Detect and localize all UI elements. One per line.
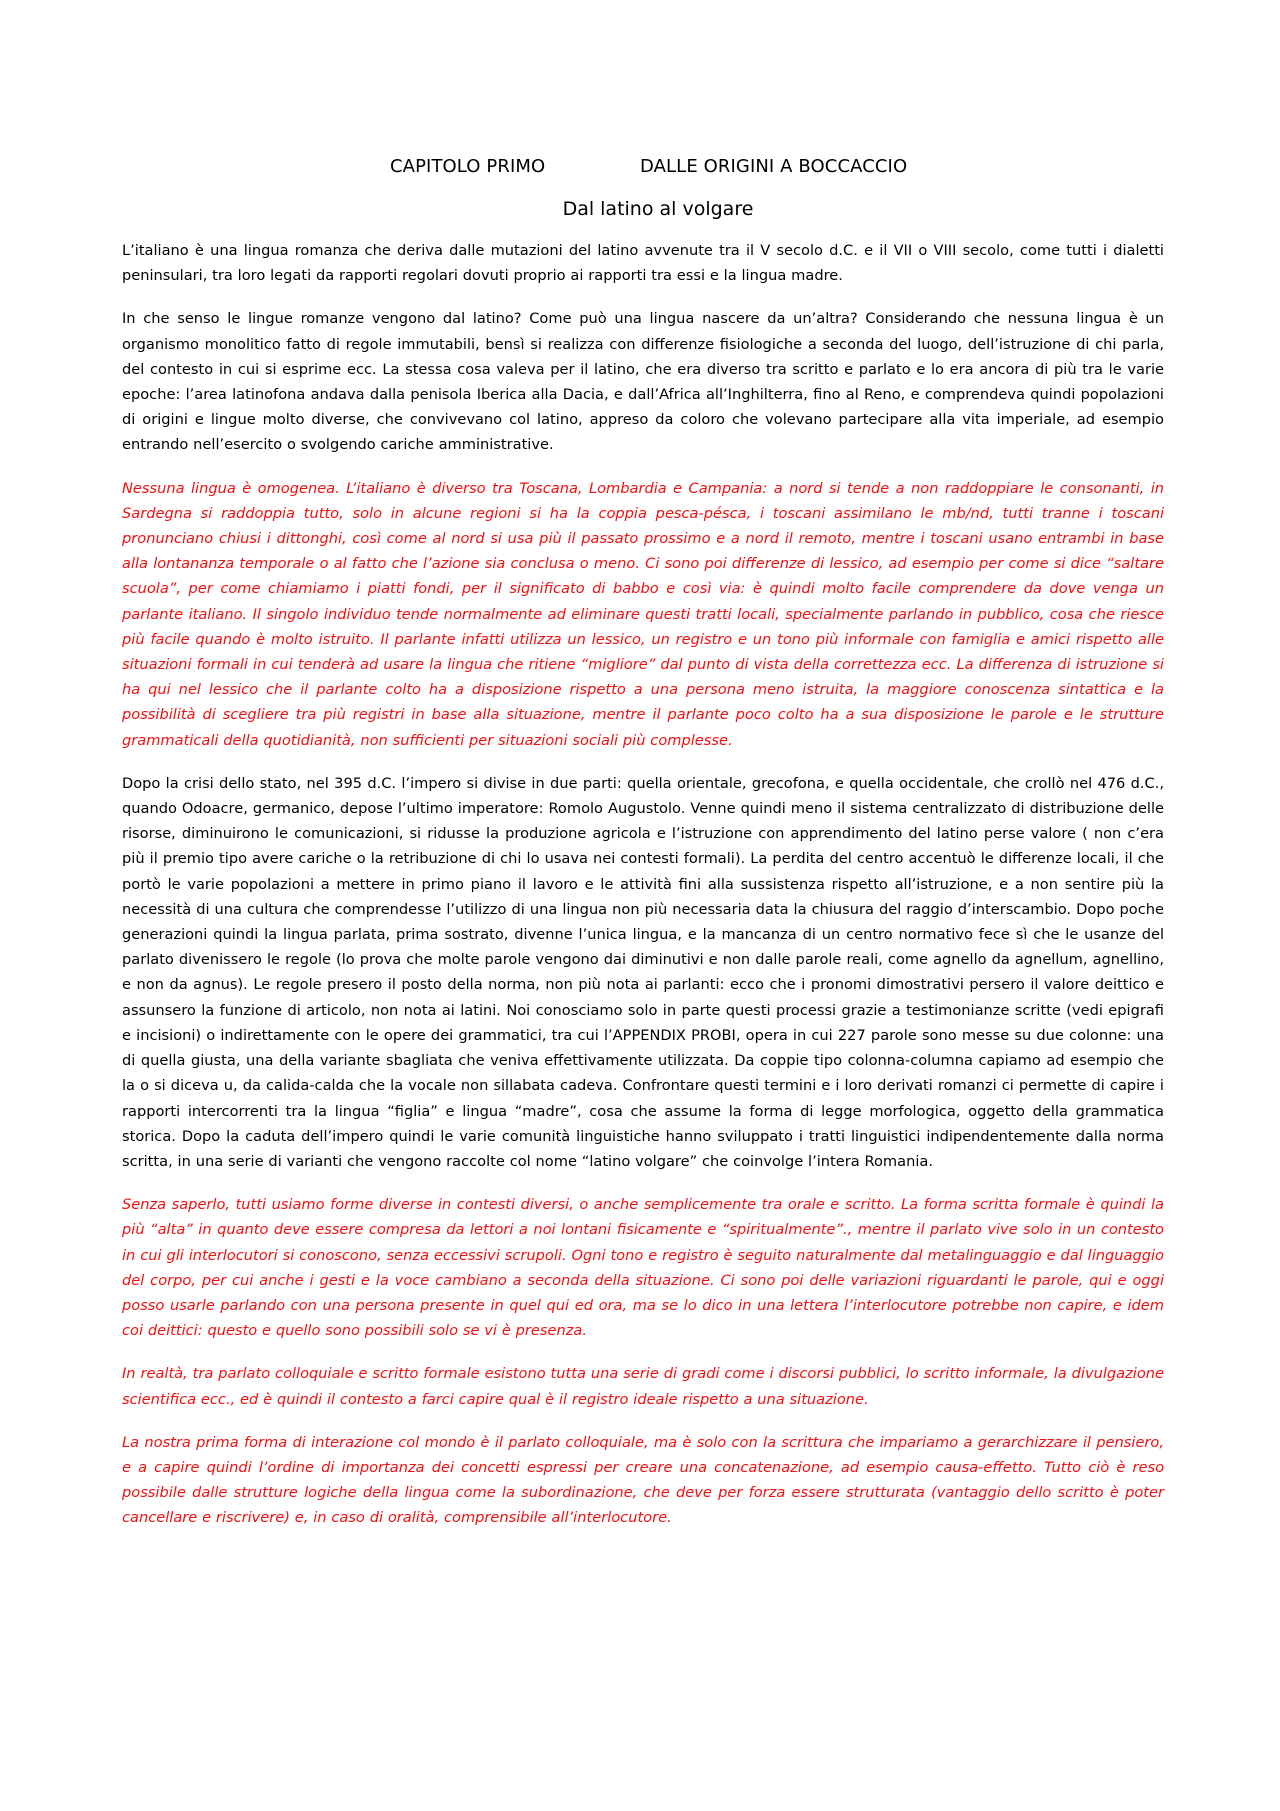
section-title: Dal latino al volgare — [562, 198, 754, 220]
chapter-label: CAPITOLO PRIMO — [390, 156, 546, 177]
paragraph-5-note: Senza saperlo, tutti usiamo forme diverse in contesti diversi, o anche semplicemente tra orale e scritto. La forma scritta formale è quindi la più “alta” in quanto deve essere compresa da lettori a noi lontani fisicamente e “spiritualmente”., mentre il parlato vive solo in un contesto in cui gli interlocutori si conoscono, senza eccessivi scrupoli. Ogni tono e registro è seguito naturalmente dal metalinguaggio e dal linguaggio del corpo, per cui anche i gesti e la voce cambiano a seconda della situazione. Ci sono poi delle variazioni riguardanti le parole, qui e oggi posso usarle parlando con una persona presente in quel qui ed ora, ma se lo dico in una lettera l’interlocutore potrebbe non capire, e idem coi deittici: questo e quello sono possibili solo se vi è presenza. — [122, 1196, 1164, 1340]
paragraph-6-note: In realtà, tra parlato colloquiale e scritto formale esistono tutta una serie di gradi come i discorsi pubblici, lo scritto informale, la divulgazione scientifica ecc., ed è quindi il contesto a farci capire qual è il registro ideale rispetto a una situazione. — [122, 1365, 1164, 1408]
chapter-heading — [122, 150, 1164, 182]
paragraph-2: In che senso le lingue romanze vengono dal latino? Come può una lingua nascere da un’altra? Considerando che nessuna lingua è un organismo monolitico fatto di regole immutabili, bensì si realizza con differenze fisiologiche a seconda del luogo, dell’istruzione di chi parla, del contesto in cui si esprime ecc. La stessa cosa valeva per il latino, che era diverso tra scritto e parlato e lo era ancora di più tra le varie epoche: l’area latinofona andava dalla penisola Iberica alla Dacia, e dall’Africa all’Inghilterra, fino al Reno, e comprendeva quindi popolazioni di origini e lingue molto diverse, che convivevano col latino, appreso da coloro che volevano partecipare alla vita imperiale, ad esempio entrando nell’esercito o svolgendo cariche amministrative. — [122, 310, 1164, 454]
paragraph-1: L’italiano è una lingua romanza che deriva dalle mutazioni del latino avvenute tra il V secolo d.C. e il VII o VIII secolo, come tutti i dialetti peninsulari, tra loro legati da rapporti regolari dovuti proprio ai rapporti tra essi e la lingua madre. — [122, 242, 1164, 285]
chapter-title: DALLE ORIGINI A BOCCACCIO — [640, 156, 908, 177]
paragraph-4: Dopo la crisi dello stato, nel 395 d.C. l’impero si divise in due parti: quella orientale, grecofona, e quella occidentale, che crollò nel 476 d.C., quando Odoacre, germanico, depose l’ultimo imperatore: Romolo Augustolo. Venne quindi meno il sistema centralizzato di distribuzione delle risorse, diminuirono le comunicazioni, si ridusse la produzione agricola e l’istruzione con apprendimento del latino perse valore ( non c’era più il premio tipo avere cariche o la retribuzione di chi lo usava nei contesti formali). La perdita del centro accentuò le differenze locali, il che portò le varie popolazioni a mettere in primo piano il lavoro e le attività fini alla sussistenza rispetto all’istruzione, e a non sentire più la necessità di una cultura che comprendesse l’utilizzo di una lingua non più necessaria data la chiusura del raggio d’interscambio. Dopo poche generazioni quindi la lingua parlata, prima sostrato, divenne l’unica lingua, e la mancanza di un centro normativo fece sì che le usanze del parlato divenissero le regole (lo prova che molte parole vengono dai diminutivi e non dalle parole reali, come agnello da agnellum, agnellino, e non da agnus). Le regole presero il posto della norma, non più nota ai parlanti: ecco che i pronomi dimostrativi persero il valore deittico e assunsero la funzione di articolo, non nota ai latini. Noi conosciamo solo in parte questi processi grazie a testimonianze scritte (vedi epigrafi e incisioni) o indirettamente con le opere dei grammatici, tra cui l’APPENDIX PROBI, opera in cui 227 parole sono messe su due colonne: una di quella giusta, una della variante sbagliata che veniva effettivamente utilizzata. Da coppie tipo colonna-columna capiamo ad esempio che la o si diceva u, da calida-calda che la vocale non sillabata cadeva. Confrontare questi termini e i loro derivati romanzi ci permette di capire i rapporti intercorrenti tra la lingua “figlia” e lingua “madre”, cosa che assume la forma di legge morfologica, oggetto della grammatica storica. Dopo la caduta dell’impero quindi le varie comunità linguistiche hanno sviluppato i tratti linguistici indipendentemente dalla norma scritta, in una serie di varianti che vengono raccolte col nome “latino volgare” che coinvolge l’intera Romania. — [122, 774, 1164, 1170]
paragraph-7-note: La nostra prima forma di interazione col mondo è il parlato colloquiale, ma è solo con la scrittura che impariamo a gerarchizzare il pensiero, e a capire quindi l’ordine di importanza dei concetti espressi per creare una concatenazione, ad esempio causa-effetto. Tutto ciò è reso possibile dalle strutture logiche della lingua come la subordinazione, che deve per forza essere strutturata (vantaggio dello scritto è poter cancellare e riscrivere) e, in caso di oralità, comprensibile all’interlocutore. — [122, 1433, 1164, 1527]
document-page — [122, 150, 1164, 1549]
paragraph-3-note: Nessuna lingua è omogenea. L’italiano è diverso tra Toscana, Lombardia e Campania: a nord si tende a non raddoppiare le consonanti, in Sardegna si raddoppia tutto, solo in alcune regioni si ha la coppia pesca-pésca, i toscani assimilano le mb/nd, tutti tranne i toscani pronunciano chiusi i dittonghi, così come al nord si usa più il passato prossimo e a nord il remoto, mentre i toscani usano entrambi in base alla lontananza temporale o al fatto che l’azione sia conclusa o meno. Ci sono poi differenze di lessico, ad esempio per come si dice “saltare scuola”, per come chiamiamo i piatti fondi, per il significato di babbo e così via: è quindi molto facile comprendere da dove venga un parlante italiano. Il singolo individuo tende normalmente ad eliminare questi tratti locali, specialmente parlando in pubblico, cosa che riesce più facile quando è molto istruito. Il parlante infatti utilizza un lessico, un registro e un tono più informale con famiglia e amici rispetto alle situazioni formali in cui tenderà ad usare la lingua che ritiene “migliore” dal punto di vista della correttezza ecc. La differenza di istruzione si ha qui nel lessico che il parlante colto ha a disposizione rispetto a una persona meno istruita, la maggiore conoscenza sintattica e la possibilità di scegliere tra più registri in base alla situazione, mentre il parlante poco colto ha a sua disposizione le parole e le strutture grammaticali della quotidianità, non sufficienti per situazioni sociali più complesse. — [122, 479, 1164, 749]
